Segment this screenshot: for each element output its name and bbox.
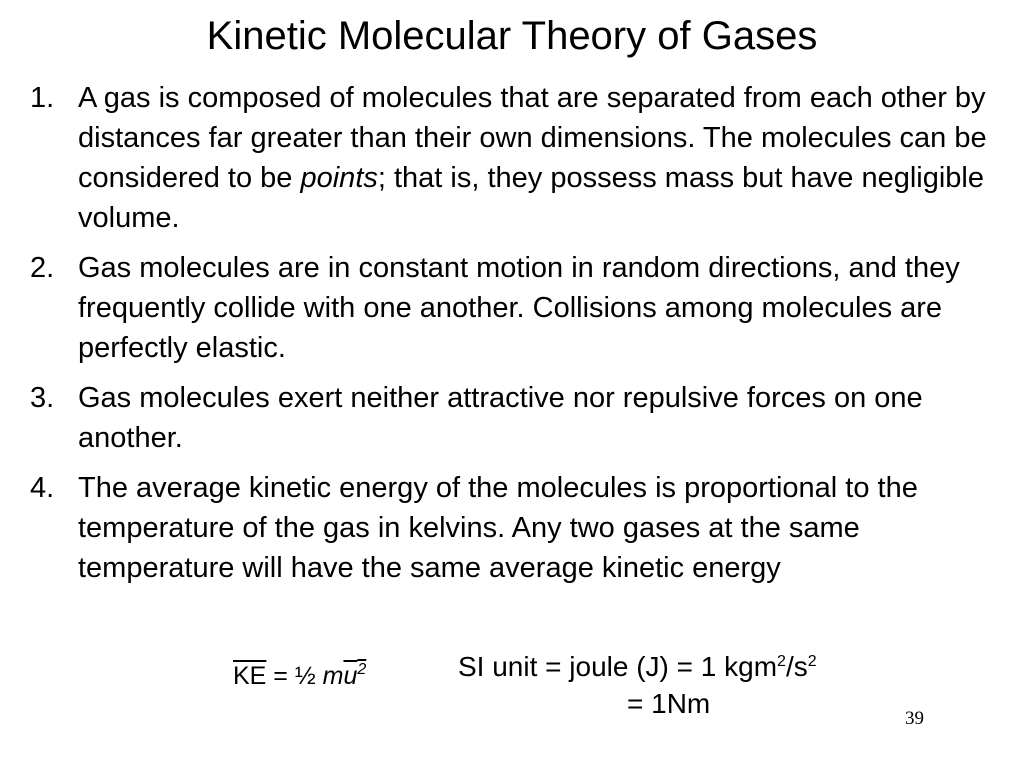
formula-equals: = bbox=[266, 662, 295, 690]
postulate-text bbox=[78, 82, 987, 234]
formula-mass: m bbox=[322, 662, 344, 690]
postulate-item-2 bbox=[30, 248, 1005, 368]
postulate-text-part: A gas is composed of molecules that are separated from each other by distances far greater than their own dimensions. The molecules can be considered to be bbox=[78, 82, 987, 194]
postulate-text-part: ; that is, they possess mass but have negligible volume. bbox=[78, 162, 984, 234]
postulate-list bbox=[30, 78, 1005, 588]
postulate-text: Gas molecules are in constant motion in random directions, and they frequently collide with one another. Collisions among molecules are perfectly elastic. bbox=[78, 252, 960, 364]
postulate-number: 1. bbox=[30, 82, 55, 114]
postulate-text: Gas molecules exert neither attractive nor repulsive forces on one another. bbox=[78, 382, 923, 454]
slide-title: Kinetic Molecular Theory of Gases bbox=[206, 14, 818, 58]
si-unit-exponent: 2 bbox=[777, 653, 786, 670]
si-unit-exponent: 2 bbox=[807, 653, 817, 670]
postulate-item-1 bbox=[30, 78, 1005, 238]
formula-exponent: 2 bbox=[357, 661, 367, 678]
emphasis-points: points bbox=[300, 162, 378, 194]
page-number: 39 bbox=[905, 708, 924, 729]
postulate-number: 2. bbox=[30, 252, 55, 284]
si-unit-line-1 bbox=[458, 644, 817, 685]
postulate-item-4 bbox=[30, 468, 1005, 588]
postulate-item-3 bbox=[30, 378, 1005, 458]
formula-half: ½ bbox=[294, 662, 323, 690]
postulate-number: 3. bbox=[30, 382, 55, 414]
postulate-number: 4. bbox=[30, 472, 55, 504]
si-unit-line-2: = 1Nm bbox=[627, 688, 711, 719]
formula-velocity-symbol: u bbox=[343, 662, 358, 690]
formula-ke: $\overline{KE}$ bbox=[233, 662, 267, 690]
postulate-text: The average kinetic energy of the molecules is proportional to the temperature of the gas in kelvins. Any two gases at the same temperature will have the same average kinetic energy bbox=[78, 472, 918, 584]
formula-velocity bbox=[343, 662, 366, 690]
si-unit-slash: /s bbox=[785, 651, 808, 682]
kinetic-energy-formula bbox=[233, 652, 366, 694]
si-unit-text: SI unit = joule (J) = 1 kgm bbox=[458, 651, 778, 682]
